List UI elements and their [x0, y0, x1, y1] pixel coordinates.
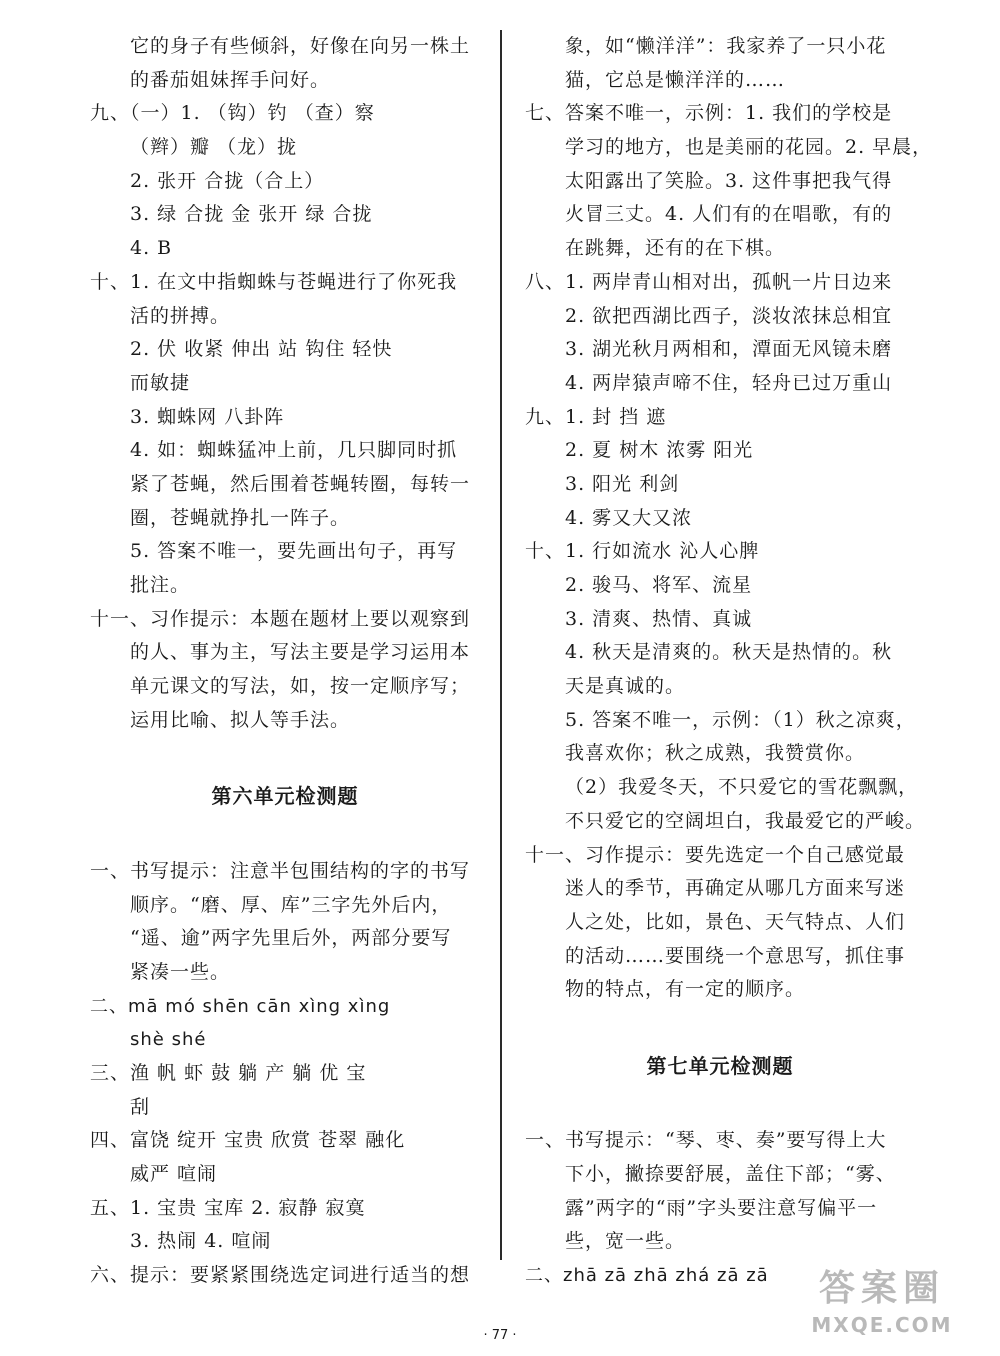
answer-line: 十一、习作提示：本题在题材上要以观察到 [90, 607, 471, 630]
answer-line: 六、提示：要紧紧围绕选定词进行适当的想 [90, 1264, 471, 1287]
answer-line: 八、1. 两岸青山相对出，孤帆一片日边来 [525, 270, 893, 293]
answer-line: 顺序。“磨、厚、库”三字先外后内， [130, 893, 452, 916]
answer-line: 火冒三丈。4. 人们有的在唱歌，有的 [565, 203, 893, 226]
answer-line: 2. 欲把西湖比西子，淡妆浓抹总相宜 [565, 304, 893, 327]
answer-line: 的活动……要围绕一个意思写，抓住事 [565, 944, 906, 967]
answer-line: 九、（一）1. （钩）钓 （查）察 [90, 102, 375, 125]
answer-line: 我喜欢你；秋之成熟，我赞赏你。 [565, 742, 866, 765]
watermark-text-top: 答案圈 [818, 1268, 945, 1309]
left-column [90, 30, 480, 1293]
answer-line: 5. 答案不唯一，要先画出句子，再写 [130, 540, 458, 563]
spacer [90, 821, 480, 855]
answer-line: 威严 喧闹 [130, 1163, 218, 1185]
answer-line: 露”两字的“雨”字头要注意写偏平一 [565, 1196, 878, 1219]
answer-line: 3. 绿 合拢 金 张开 绿 合拢 [130, 203, 373, 226]
answer-line: 2. 夏 树木 浓雾 阳光 [565, 439, 754, 462]
answer-line: 它的身子有些倾斜，好像在向另一株土 [130, 35, 471, 57]
section-heading: 第七单元检测题 [646, 1053, 794, 1078]
answer-line: 4. 雾又大又浓 [565, 506, 693, 529]
answer-line: 十、1. 在文中指蜘蛛与苍蝇进行了你死我 [90, 270, 458, 293]
answer-line: 十、1. 行如流水 沁人心脾 [525, 540, 760, 563]
answer-line: 物的特点，有一定的顺序。 [565, 978, 806, 1001]
answer-line: 单元课文的写法，如，按一定顺序写； [130, 675, 471, 698]
answer-line: 些，宽一些。 [565, 1230, 686, 1253]
spacer [90, 737, 480, 771]
watermark-text-bottom: MXQE.COM [811, 1313, 953, 1337]
spacer [525, 1007, 915, 1041]
answer-line: 3. 热闹 4. 喧闹 [130, 1230, 272, 1253]
answer-line: 而敏捷 [130, 371, 191, 394]
answer-line: 活的拼搏。 [130, 304, 231, 327]
page-number: · 77 · [483, 1328, 517, 1343]
answer-line: 4. 如：蜘蛛猛冲上前，几只脚同时抓 [130, 439, 458, 462]
watermark-logo [782, 1266, 982, 1346]
answer-line: 在跳舞，还有的在下棋。 [565, 237, 786, 260]
answer-line: 三、渔 帆 虾 鼓 躺 产 躺 优 宝 [90, 1061, 367, 1084]
answer-line: 迷人的季节，再确定从哪几方面来写迷 [565, 877, 906, 900]
answer-line: 圈，苍蝇就挣扎一阵子。 [130, 506, 351, 529]
answer-line: 3. 湖光秋月两相和，潭面无风镜未磨 [565, 338, 893, 361]
answer-line: 九、1. 封 挡 遮 [525, 405, 667, 428]
answer-line: 猫，它总是懒洋洋的…… [565, 68, 786, 91]
answer-line: 二、mā mó shēn cān xìng xìng [90, 995, 391, 1017]
answer-line: 4. 秋天是清爽的。秋天是热情的。秋 [565, 641, 893, 664]
answer-line: 5. 答案不唯一，示例：（1）秋之凉爽， [565, 708, 916, 731]
answer-line: 一、书写提示：“琴、枣、奏”要写得上大 [525, 1129, 887, 1152]
answer-line: 二、zhā zā zhā zhá zā zā [525, 1265, 769, 1287]
answer-line: 象，如“懒洋洋”：我家养了一只小花 [565, 35, 887, 57]
answer-line: （辫）瓣 （龙）拢 [130, 136, 298, 159]
answer-line: 不只爱它的空阔坦白，我最爱它的严峻。 [565, 809, 926, 832]
answer-line: 五、1. 宝贵 宝库 2. 寂静 寂寞 [90, 1196, 366, 1219]
answer-line: 学习的地方，也是美丽的花园。2. 早晨， [565, 136, 933, 159]
answer-line: 十一、习作提示：要先选定一个自己感觉最 [525, 843, 906, 866]
answer-line: 2. 张开 合拢（合上） [130, 169, 325, 192]
answer-line: 下小，撇捺要舒展，盖住下部；“雾、 [565, 1163, 896, 1185]
section-heading: 第六单元检测题 [211, 784, 359, 809]
answer-line: 4. 两岸猿声啼不住，轻舟已过万重山 [565, 371, 893, 394]
answer-line: （2）我爱冬天，不只爱它的雪花飘飘， [565, 776, 919, 799]
answer-line: 3. 蜘蛛网 八卦阵 [130, 405, 285, 428]
answer-line: 3. 阳光 利剑 [565, 472, 680, 495]
answer-line: 七、答案不唯一，示例：1. 我们的学校是 [525, 102, 893, 125]
answer-line: 太阳露出了笑脸。3. 这件事把我气得 [565, 169, 893, 192]
answer-line: 4. B [130, 237, 173, 260]
answer-line: 一、书写提示：注意半包围结构的字的书写 [90, 859, 471, 882]
spacer [525, 1091, 915, 1125]
answer-line: 刮 [130, 1095, 151, 1118]
column-divider [500, 30, 502, 1260]
answer-line: 的番茄姐妹挥手问好。 [130, 68, 331, 91]
answer-line: 人之处，比如，景色、天气特点、人们 [565, 910, 906, 933]
answer-line: 紧凑一些。 [130, 960, 231, 983]
answer-line: 四、富饶 绽开 宝贵 欣赏 苍翠 融化 [90, 1129, 406, 1152]
answer-line: 天是真诚的。 [565, 675, 686, 698]
answer-line: 3. 清爽、热情、真诚 [565, 607, 753, 630]
answer-line: 2. 伏 收紧 伸出 站 钩住 轻快 [130, 338, 393, 361]
answer-line: “遥、逾”两字先里后外，两部分要写 [130, 927, 452, 950]
answer-line: 批注。 [130, 574, 191, 596]
answer-line: 2. 骏马、将军、流星 [565, 574, 753, 596]
answer-line: shè shé [130, 1029, 207, 1051]
answer-line: 的人、事为主，写法主要是学习运用本 [130, 641, 471, 664]
answer-line: 紧了苍蝇，然后围着苍蝇转圈，每转一 [130, 472, 471, 495]
answer-line: 运用比喻、拟人等手法。 [130, 708, 351, 731]
